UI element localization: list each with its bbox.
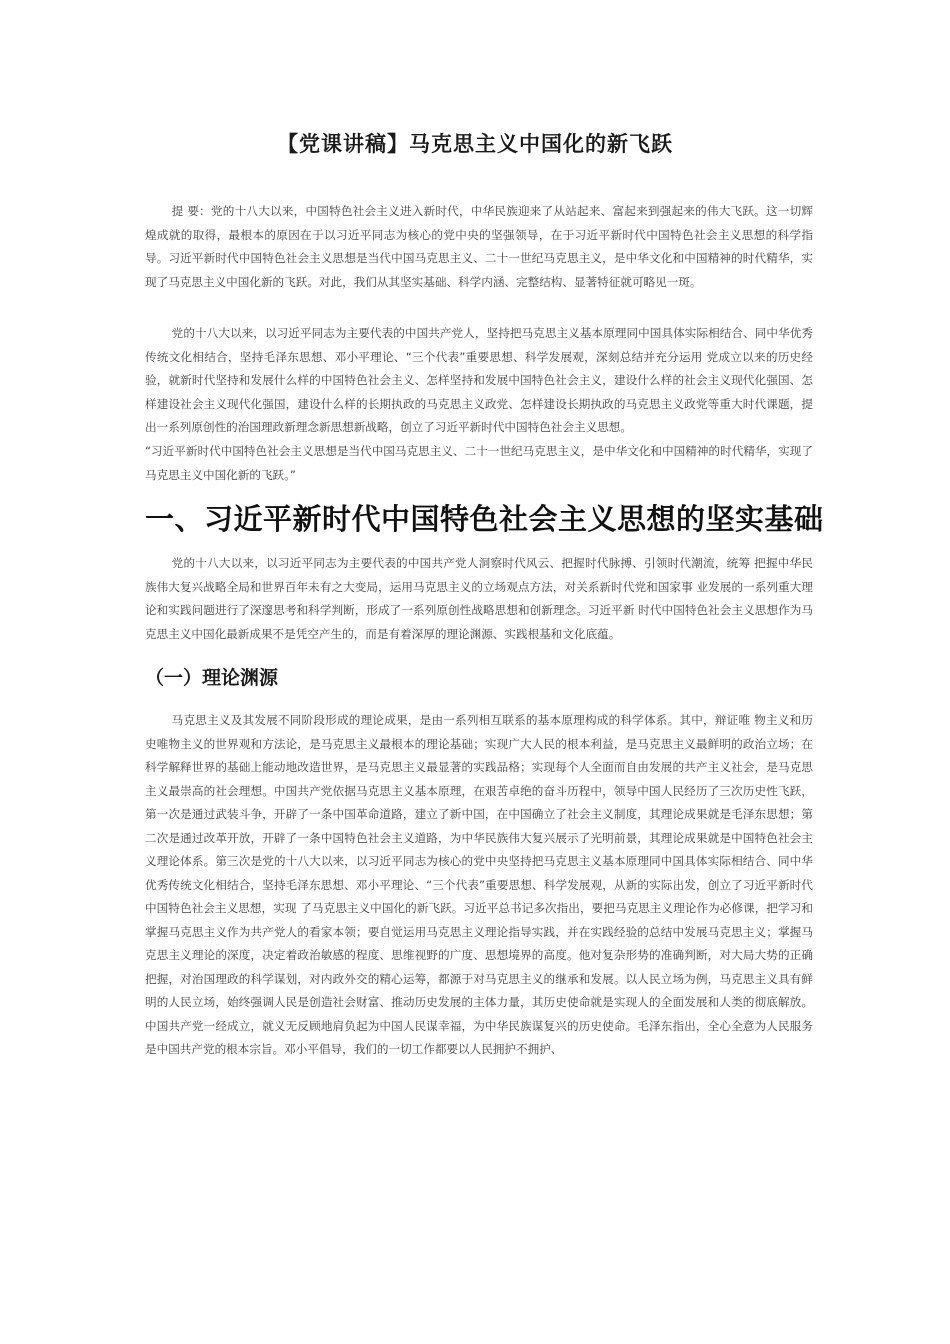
document-title: 【党课讲稿】马克思主义中国化的新飞跃 <box>277 132 673 156</box>
subsection-heading-theory-origin: （一）理论渊源 <box>145 667 279 689</box>
subsection-theory-origin-paragraph: 马克思主义及其发展不同阶段形成的理论成果，是由一系列相互联系的基本原理构成的科学体系。其中，辩证唯 物主义和历史唯物主义的世界观和方法论，是马克思主义最根本的理论基础；实现广大人民的根本利益，是马克思主义最鲜明的政治立场；在科学解释世界的基础上能动地改造世界，是马克思主义最显著的实践品格；实现每个人全面而自由发展的共产主义社会，是马克思主义最崇高的社会理想。中国共产党依据马克思主义基本原理，在艰苦卓绝的奋斗历程中，领导中国人民经历了三次历史性飞跃，第一次是通过武装斗争，开辟了一条中国革命道路，建立了新中国，在中国确立了社会主义制度，其理论成果就是毛泽东思想；第二次是通过改革开放，开辟了一条中国特色社会主义道路，为中华民族伟大复兴展示了光明前景，其理论成果就是中国特色社会主义理论体系。第三次是党的十八大以来，以习近平同志为核心的党中央坚持把马克思主义基本原理同中国具体实际相结合、同中华优秀传统文化相结合，坚持毛泽东思想、邓小平理论、“三个代表”重要思想、科学发展观，从新的实际出发，创立了习近平新时代中国特色社会主义思想，实现 了马克思主义中国化的新飞跃。习近平总书记多次指出，要把马克思主义理论作为必修课，把学习和掌握马克思主义作为共产党人的看家本领；要自觉运用马克思主义理论指导实践，并在实践经验的总结中发展马克思主义；掌握马克思主义理论的深度，决定着政治敏感的程度、思维视野的广度、思想境界的高度。他对复杂形势的准确判断，对大局大势的正确把握，对治国理政的科学谋划，对内政外交的精心运筹，都源于对马克思主义的继承和发展。以人民立场为例，马克思主义具有鲜明的人民立场，始终强调人民是创造社会财富、推动历史发展的主体力量，其历史使命就是实现人的全面发展和人类的彻底解放。中国共产党一经成立，就义无反顾地肩负起为中国人民谋幸福，为中华民族谋复兴的历史使命。毛泽东指出，全心全意为人民服务是中国共产党的根本宗旨。邓小平倡导，我们的一切工作都要以人民拥护不拥护、 <box>145 713 813 1056</box>
abstract-paragraph: 提 要：党的十八大以来，中国特色社会主义进入新时代，中华民族迎来了从站起来、富起来到强起来的伟大飞跃。这一切辉煌成就的取得，最根本的原因在于以习近平同志为核心的党中央的坚强领导，在于习近平新时代中国特色社会主义思想的科学指导。习近平新时代中国特色社会主义思想是当代中国马克思主义、二十一世纪马克思主义，是中华文化和中国精神的时代精华，实现了马克思主义中国化新的飞跃。对此，我们从其坚实基础、科学内涵、完整结构、显著特征就可略见一斑。 <box>145 204 813 289</box>
section-heading-foundation: 一、习近平新时代中国特色社会主义思想的坚实基础 <box>145 502 824 536</box>
intro-paragraph: 党的十八大以来，以习近平同志为主要代表的中国共产党人，坚持把马克思主义基本原理同中国具体实际相结合、同中华优秀传统文化相结合，坚持毛泽东思想、邓小平理论、“三个代表”重要思想、科学发展观，深刻总结并充分运用 党成立以来的历史经验，就新时代坚持和发展什么样的中国特色社会主义、怎样坚持和发展中国特色社会主义，建设什么样的社会主义现代化强国、怎样建设社会主义现代化强国，建设什么样的长期执政的马克思主义政党、怎样建设长期执政的马克思主义政党等重大时代课题，提出一系列原创性的治国理政新理念新思想新战略，创立了习近平新时代中国特色社会主义思想。 <box>145 326 813 434</box>
section-foundation-paragraph: 党的十八大以来，以习近平同志为主要代表的中国共产党人洞察时代风云、把握时代脉搏、引领时代潮流，统筹 把握中华民族伟大复兴战略全局和世界百年未有之大变局，运用马克思主义的立场观点方法，对关系新时代党和国家事 业发展的一系列重大理论和实践问题进行了深邃思考和科学判断，形成了一系列原创性战略思想和创新理念。习近平新 时代中国特色社会主义思想作为马克思主义中国化最新成果不是凭空产生的，而是有着深厚的理论渊源、实践根基和文化底蕴。 <box>145 556 813 641</box>
quote-paragraph: “习近平新时代中国特色社会主义思想是当代中国马克思主义、二十一世纪马克思主义，是中华文化和中国精神的时代精华，实现了马克思主义中国化新的飞跃。” <box>145 444 813 482</box>
